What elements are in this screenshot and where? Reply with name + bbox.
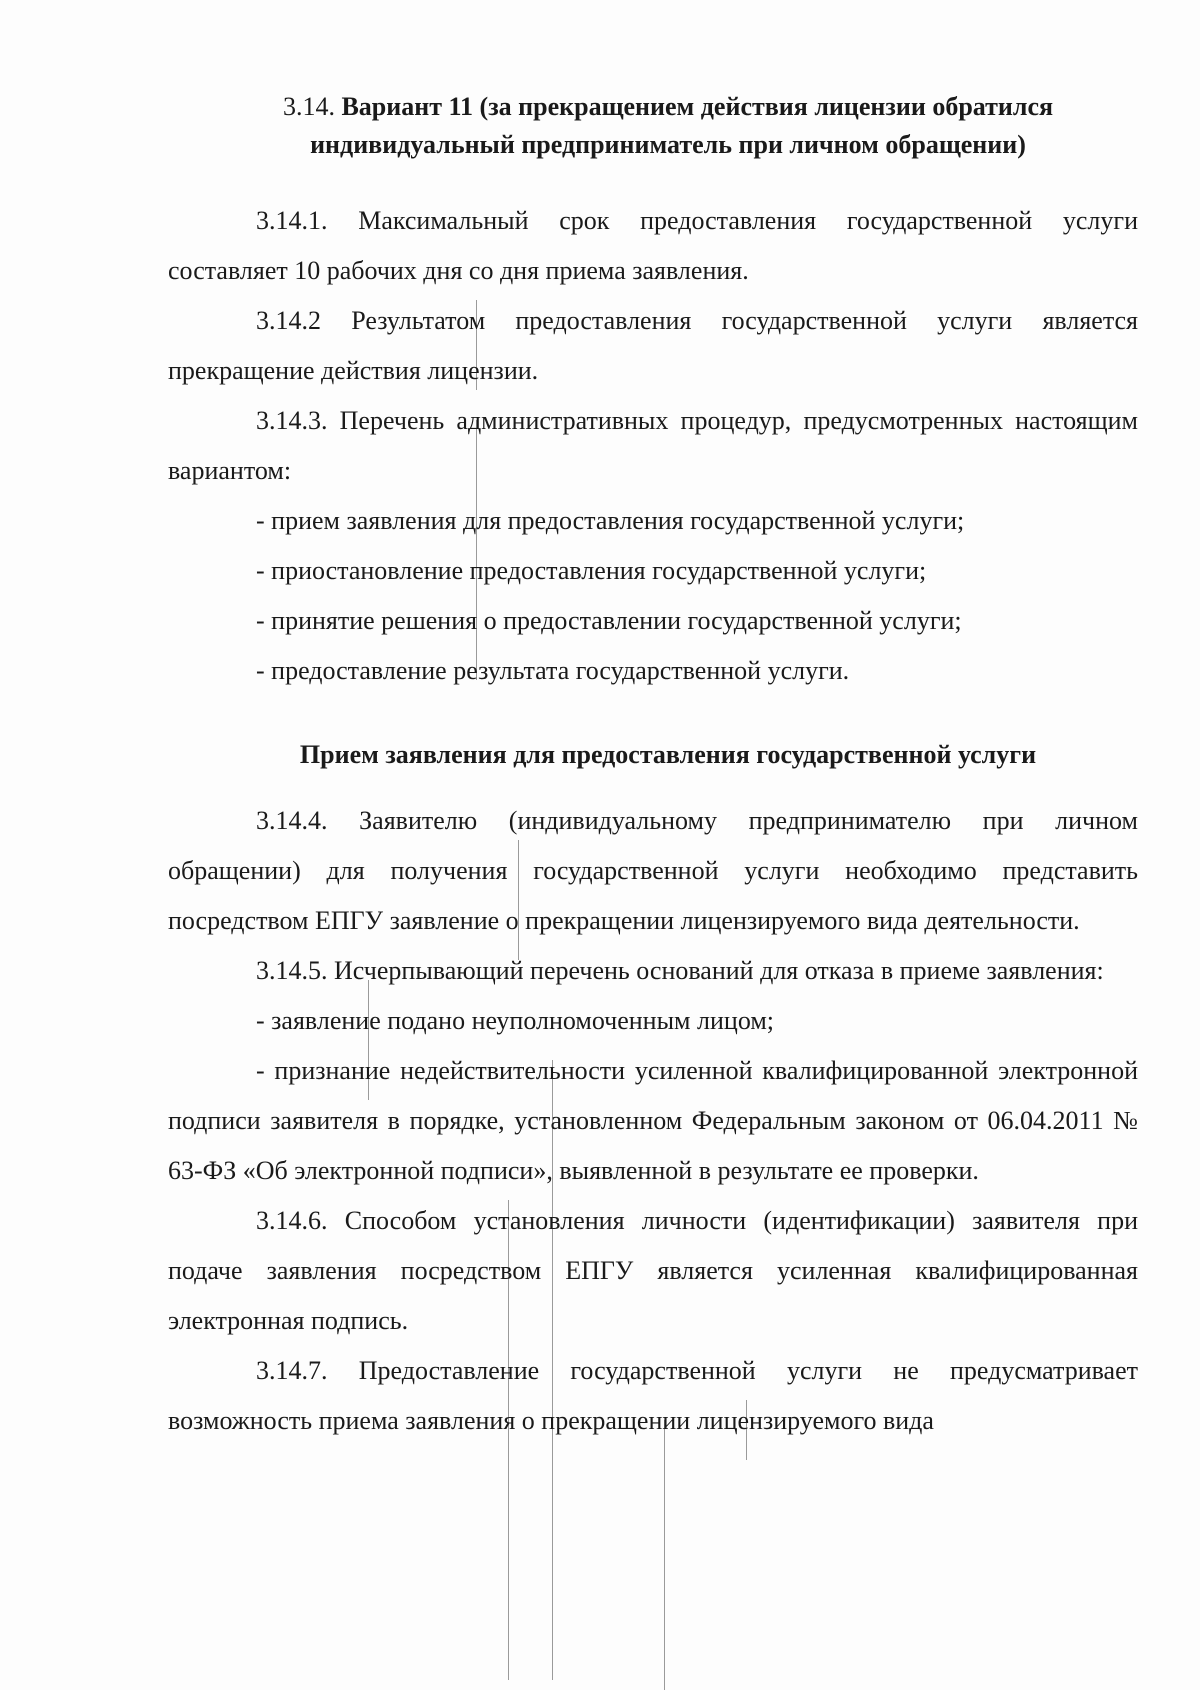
- section-number: 3.14.: [282, 92, 335, 121]
- paragraph: 3.14.1. Максимальный срок предоставления государственной услуги составляет 10 рабочих дня со дня приема заявления.: [168, 206, 1138, 285]
- section-heading: [168, 88, 1138, 164]
- paragraph: 3.14.2 Результатом предоставления государственной услуги является прекращение действия лицензии.: [168, 306, 1138, 385]
- list-item: - приостановление предоставления государственной услуги;: [256, 556, 927, 585]
- list-item: - признание недействительности усиленной квалифицированной электронной подписи заявителя в порядке, установленном Федеральным законом от 06.04.2011 № 63-ФЗ «Об электронной подписи», выявленной в результате ее проверки.: [168, 1056, 1138, 1185]
- paragraph: 3.14.7. Предоставление государственной услуги не предусматривает возможность приема заявления о прекращении лицензируемого вида: [168, 1356, 1138, 1435]
- subsection-heading: Прием заявления для предоставления государственной услуги: [299, 740, 1037, 769]
- list-item: - заявление подано неуполномоченным лицом;: [256, 1006, 774, 1035]
- list-item: - принятие решения о предоставлении государственной услуги;: [256, 606, 962, 635]
- paragraph: 3.14.5. Исчерпывающий перечень оснований для отказа в приеме заявления:: [256, 956, 1104, 985]
- paragraph: 3.14.6. Способом установления личности (идентификации) заявителя при подаче заявления посредством ЕПГУ является усиленная квалифицированная электронная подпись.: [168, 1206, 1138, 1335]
- scan-artifact-line: [664, 1420, 665, 1690]
- paragraph: 3.14.4. Заявителю (индивидуальному предпринимателю при личном обращении) для получения государственной услуги необходимо представить посредством ЕПГУ заявление о прекращении лицензируемого вида деятельности.: [168, 806, 1138, 935]
- section-title: Вариант 11 (за прекращением действия лицензии обратился индивидуальный предприниматель при личном обращении): [310, 92, 1054, 159]
- document-body: [168, 88, 1138, 1446]
- list-item: - прием заявления для предоставления государственной услуги;: [256, 506, 965, 535]
- list-item: - предоставление результата государственной услуги.: [256, 656, 850, 685]
- paragraph: 3.14.3. Перечень административных процедур, предусмотренных настоящим вариантом:: [168, 406, 1138, 485]
